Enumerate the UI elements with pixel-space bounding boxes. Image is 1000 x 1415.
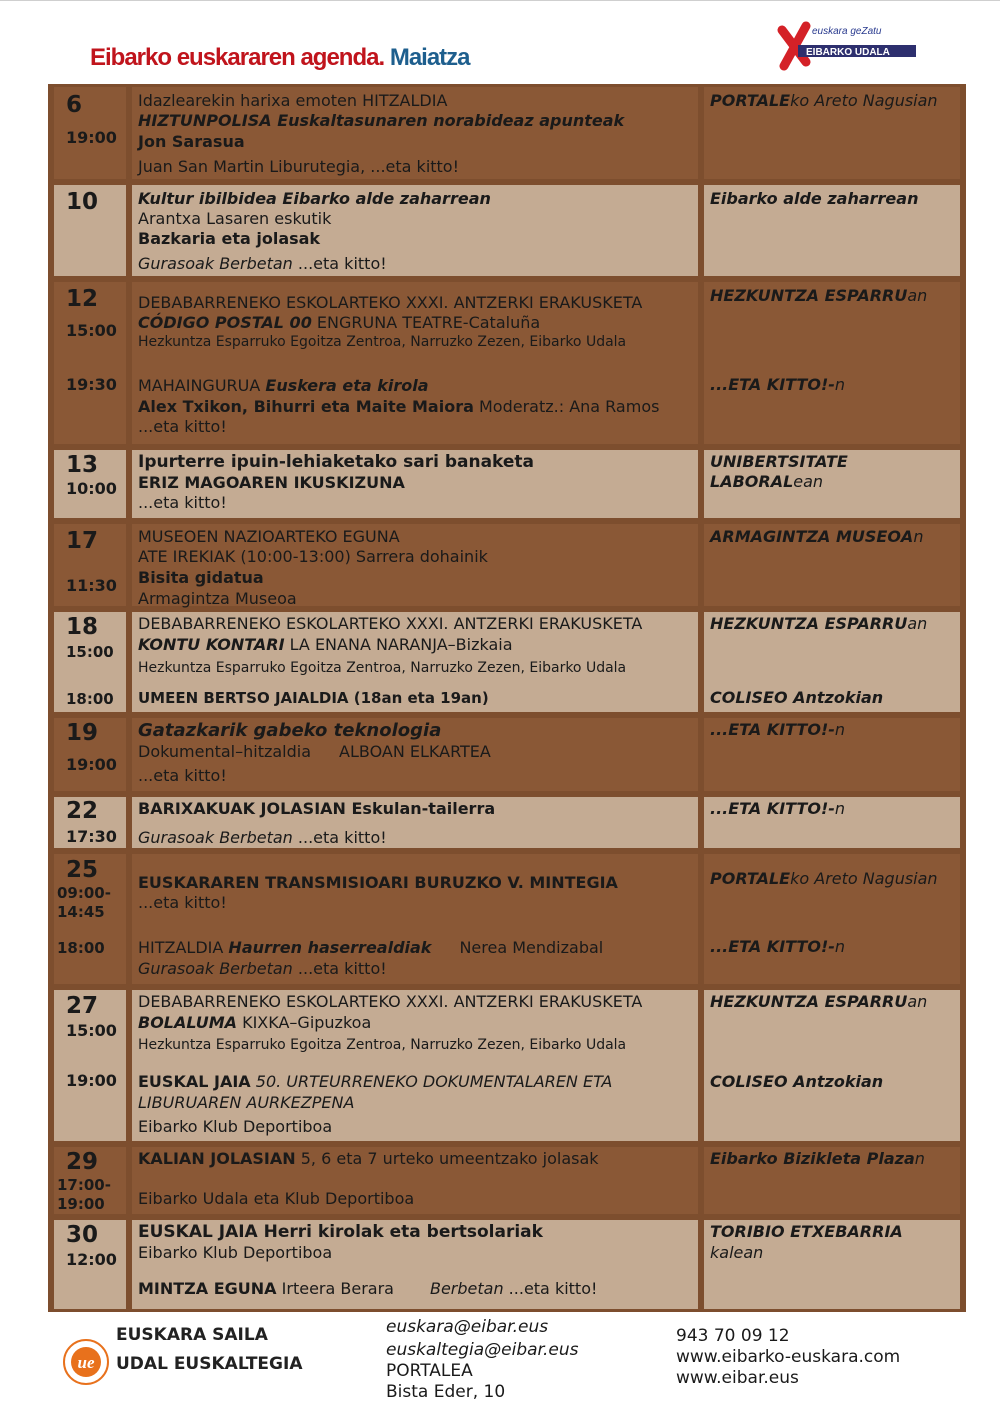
event-line: Gatazkarik gabeko teknologia: [138, 720, 442, 741]
footer-email-2[interactable]: euskaltegia@eibar.eus: [386, 1340, 579, 1360]
place-cell: [704, 1147, 960, 1214]
event-time: 14:45: [57, 903, 105, 921]
event-cell: [132, 282, 698, 444]
event-cell: [132, 87, 698, 179]
place-line: ...ETA KITTO!-n: [710, 375, 846, 394]
event-row-17: [48, 521, 966, 609]
event-line: CÓDIGO POSTAL 00 ENGRUNA TEATRE-Cataluña: [138, 313, 541, 332]
date-cell: [54, 1220, 126, 1309]
event-line: Gurasoak Berbetan ...eta kitto!: [138, 828, 387, 847]
event-line: MINTZA EGUNA Irteera Berara Berbetan ...eta kitto!: [138, 1279, 598, 1298]
event-cell: [132, 718, 698, 791]
date-cell: [54, 718, 126, 791]
place-line: HEZKUNTZA ESPARRUan: [710, 992, 928, 1011]
date-cell: [54, 524, 126, 606]
event-time: 19:00: [57, 1195, 105, 1213]
title-main: Eibarko euskararen agenda.: [90, 44, 385, 71]
event-line: HIZTUNPOLISA Euskaltasunaren norabideaz apunteak: [138, 111, 625, 130]
event-time: 18:00: [66, 690, 114, 708]
place-cell: [704, 450, 960, 518]
place-line: Eibarko alde zaharrean: [710, 189, 919, 208]
place-line: LABORALean: [710, 472, 824, 491]
event-line: Armagintza Museoa: [138, 589, 297, 608]
event-row-6: [48, 84, 966, 182]
day-number: 17: [66, 528, 99, 554]
event-time: 09:00-: [57, 884, 111, 902]
place-line: HEZKUNTZA ESPARRUan: [710, 286, 928, 305]
place-line: HEZKUNTZA ESPARRUan: [710, 614, 928, 633]
event-line: Gurasoak Berbetan ...eta kitto!: [138, 254, 387, 273]
logo-text: ue: [77, 1353, 95, 1372]
event-line: Hezkuntza Esparruko Egoitza Zentroa, Narruzko Zezen, Eibarko Udala: [138, 660, 627, 676]
event-line: ...eta kitto!: [138, 766, 227, 785]
date-cell: [54, 450, 126, 518]
footer-address-2: Bista Eder, 10: [386, 1382, 506, 1402]
event-line: Eibarko Klub Deportiboa: [138, 1117, 333, 1136]
event-line: ERIZ MAGOAREN IKUSKIZUNA: [138, 473, 405, 492]
event-row-22: [48, 794, 966, 851]
event-cell: [132, 854, 698, 984]
event-row-19: [48, 715, 966, 794]
event-cell: [132, 524, 698, 606]
event-time: 15:00: [66, 643, 114, 661]
event-cell: [132, 450, 698, 518]
event-line: BOLALUMA KIXKA–Gipuzkoa: [138, 1013, 372, 1032]
event-cell: [132, 612, 698, 712]
event-line: HITZALDIA Haurren haserrealdiak Nerea Mendizabal: [138, 938, 604, 957]
event-line: Bazkaria eta jolasak: [138, 229, 321, 248]
day-number: 10: [66, 189, 99, 215]
place-line: Eibarko Bizikleta Plazan: [710, 1149, 925, 1168]
event-line: KONTU KONTARI LA ENANA NARANJA–Bizkaia: [138, 635, 513, 654]
day-number: 30: [66, 1222, 99, 1248]
day-number: 18: [66, 614, 99, 640]
footer-email-1[interactable]: euskara@eibar.eus: [386, 1317, 549, 1337]
date-cell: [54, 990, 126, 1141]
logo-top-text: euskara geZatu: [812, 26, 882, 37]
event-time: 19:00: [66, 1071, 117, 1090]
place-line: UNIBERTSITATE: [710, 452, 848, 471]
place-line: ...ETA KITTO!-n: [710, 937, 846, 956]
event-time: 15:00: [66, 1021, 117, 1040]
event-line: Kultur ibilbidea Eibarko alde zaharrean: [138, 189, 491, 208]
place-line: PORTALEko Areto Nagusian: [710, 869, 938, 888]
footer-dept-1: EUSKARA SAILA: [116, 1325, 268, 1345]
event-line: Eibarko Klub Deportiboa: [138, 1243, 333, 1262]
event-line: Jon Sarasua: [138, 132, 245, 151]
event-line: ATE IREKIAK (10:00-13:00) Sarrera dohainik: [138, 547, 488, 566]
date-cell: [54, 282, 126, 444]
event-line: Juan San Martin Liburutegia, ...eta kitto!: [138, 157, 460, 176]
event-row-27: [48, 987, 966, 1144]
place-cell: [704, 282, 960, 444]
top-rule: [0, 0, 1000, 1]
day-number: 12: [66, 286, 99, 312]
event-line: BARIXAKUAK JOLASIAN Eskulan-tailerra: [138, 799, 496, 818]
place-line: ...ETA KITTO!-n: [710, 799, 846, 818]
event-time: 19:00: [66, 128, 117, 147]
page-title: [90, 44, 470, 72]
date-cell: [54, 854, 126, 984]
day-number: 22: [66, 798, 99, 824]
agenda-table: [48, 84, 966, 1312]
date-cell: [54, 612, 126, 712]
event-line: Gurasoak Berbetan ...eta kitto!: [138, 959, 387, 978]
date-cell: [54, 185, 126, 276]
day-number: 13: [66, 452, 99, 478]
event-line: Idazlearekin harixa emoten HITZALDIA: [138, 91, 448, 110]
event-line: EUSKAL JAIA 50. URTEURRENEKO DOKUMENTALAREN ETA: [138, 1072, 613, 1091]
event-line: Eibarko Udala eta Klub Deportiboa: [138, 1189, 415, 1208]
date-cell: [54, 87, 126, 179]
day-number: 25: [66, 857, 99, 883]
place-cell: [704, 87, 960, 179]
date-cell: [54, 1147, 126, 1214]
event-row-10: [48, 182, 966, 279]
day-number: 29: [66, 1149, 99, 1175]
place-cell: [704, 797, 960, 848]
place-cell: [704, 718, 960, 791]
event-line: Dokumental–hitzaldia ALBOAN ELKARTEA: [138, 742, 491, 761]
event-row-25: [48, 851, 966, 987]
event-time: 17:00-: [57, 1176, 111, 1194]
footer-web-1[interactable]: www.eibarko-euskara.com: [676, 1347, 901, 1367]
place-line: kalean: [710, 1243, 764, 1262]
place-cell: [704, 185, 960, 276]
event-time: 10:00: [66, 479, 117, 498]
event-line: Alex Txikon, Bihurri eta Maite Maiora Moderatz.: Ana Ramos: [138, 397, 660, 416]
event-row-18: [48, 609, 966, 715]
place-cell: [704, 854, 960, 984]
place-line: PORTALEko Areto Nagusian: [710, 91, 938, 110]
event-line: DEBABARRENEKO ESKOLARTEKO XXXI. ANTZERKI ERAKUSKETA: [138, 293, 643, 312]
event-row-29: [48, 1144, 966, 1217]
event-time: 19:30: [66, 375, 117, 394]
event-line: DEBABARRENEKO ESKOLARTEKO XXXI. ANTZERKI ERAKUSKETA: [138, 992, 643, 1011]
event-line: Ipurterre ipuin-lehiaketako sari banaketa: [138, 452, 535, 472]
event-time: 19:00: [66, 755, 117, 774]
place-line: TORIBIO ETXEBARRIA: [710, 1222, 903, 1241]
event-row-30: [48, 1217, 966, 1312]
event-time: 18:00: [57, 939, 105, 957]
place-cell: [704, 524, 960, 606]
event-line: EUSKARAREN TRANSMISIOARI BURUZKO V. MINTEGIA: [138, 873, 618, 892]
event-cell: [132, 797, 698, 848]
event-time: 15:00: [66, 321, 117, 340]
place-cell: [704, 612, 960, 712]
place-line: ...ETA KITTO!-n: [710, 720, 846, 739]
event-cell: [132, 185, 698, 276]
title-month: Maiatza: [389, 44, 470, 71]
event-row-12: [48, 279, 966, 447]
event-line: MAHAINGURUA Euskera eta kirola: [138, 376, 429, 395]
event-line: KALIAN JOLASIAN 5, 6 eta 7 urteko umeentzako jolasak: [138, 1149, 599, 1168]
event-line: Arantxa Lasaren eskutik: [138, 209, 332, 228]
date-cell: [54, 797, 126, 848]
event-line: EUSKAL JAIA Herri kirolak eta bertsolariak: [138, 1222, 543, 1242]
day-number: 6: [66, 92, 83, 118]
footer-address-1: PORTALEA: [386, 1361, 473, 1381]
place-line: ARMAGINTZA MUSEOAn: [710, 527, 924, 546]
day-number: 19: [66, 720, 99, 746]
place-cell: [704, 1220, 960, 1309]
event-line: Bisita gidatua: [138, 568, 264, 587]
event-line: Hezkuntza Esparruko Egoitza Zentroa, Narruzko Zezen, Eibarko Udala: [138, 1037, 627, 1053]
day-number: 27: [66, 993, 99, 1019]
event-line: DEBABARRENEKO ESKOLARTEKO XXXI. ANTZERKI ERAKUSKETA: [138, 614, 643, 633]
event-line: ...eta kitto!: [138, 417, 227, 436]
event-cell: [132, 1147, 698, 1214]
euskara-gezatu-logo: [776, 20, 918, 72]
place-line: COLISEO Antzokian: [710, 1072, 884, 1091]
event-line: ...eta kitto!: [138, 493, 227, 512]
logo-bottom-text: EIBARKO UDALA: [806, 47, 890, 58]
event-line: LIBURUAREN AURKEZPENA: [138, 1093, 355, 1112]
event-cell: [132, 1220, 698, 1309]
event-line: Hezkuntza Esparruko Egoitza Zentroa, Narruzko Zezen, Eibarko Udala: [138, 334, 627, 350]
footer-dept-2: UDAL EUSKALTEGIA: [116, 1354, 303, 1374]
event-time: 12:00: [66, 1250, 117, 1269]
place-line: COLISEO Antzokian: [710, 688, 884, 707]
footer-web-2[interactable]: www.eibar.eus: [676, 1368, 799, 1388]
event-row-13: [48, 447, 966, 521]
place-cell: [704, 990, 960, 1141]
event-line: UMEEN BERTSO JAIALDIA (18an eta 19an): [138, 689, 489, 707]
footer-phone: 943 70 09 12: [676, 1326, 790, 1346]
event-time: 17:30: [66, 827, 117, 846]
event-line: ...eta kitto!: [138, 893, 227, 912]
event-line: MUSEOEN NAZIOARTEKO EGUNA: [138, 527, 400, 546]
event-cell: [132, 990, 698, 1141]
udal-euskaltegia-logo: [62, 1338, 110, 1386]
event-time: 11:30: [66, 576, 117, 595]
